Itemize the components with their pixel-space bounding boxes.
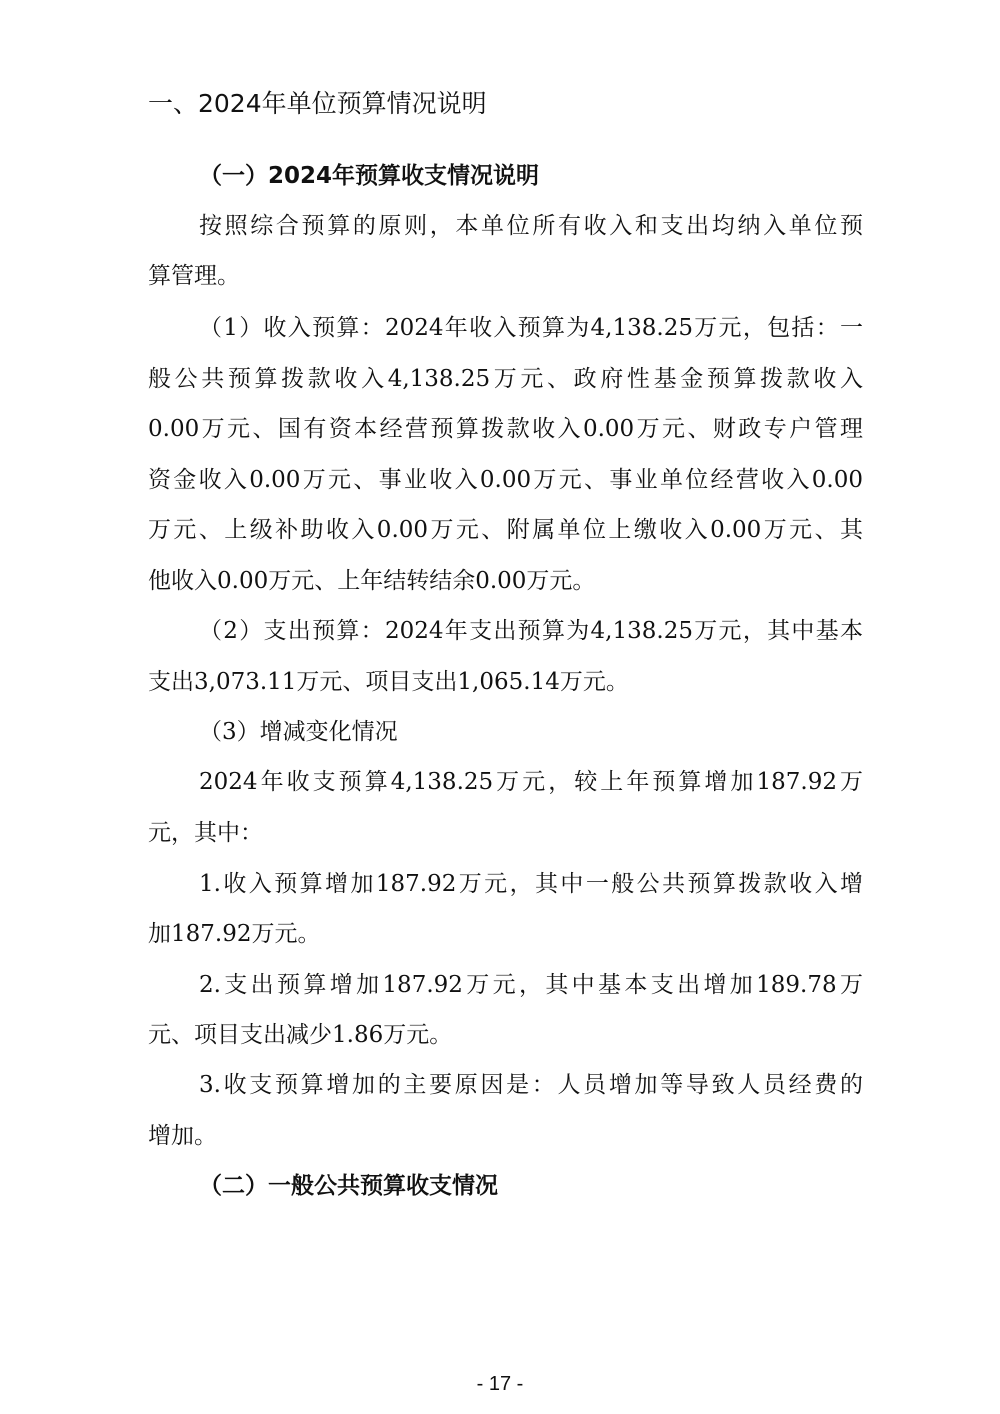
paragraph-line: （1）收入预算：2024年收入预算为4,138.25万元，包括：一 — [199, 315, 863, 341]
paragraph-line: 加187.92万元。 — [148, 921, 321, 947]
paragraph-line: 3.收支预算增加的主要原因是：人员增加等导致人员经费的 — [199, 1072, 863, 1098]
paragraph-line: 增加。 — [148, 1123, 217, 1149]
paragraph-line: 按照综合预算的原则，本单位所有收入和支出均纳入单位预 — [199, 213, 863, 239]
paragraph-line: 元、项目支出减少1.86万元。 — [148, 1022, 453, 1048]
paragraph-line: 1.收入预算增加187.92万元，其中一般公共预算拨款收入增 — [199, 871, 863, 897]
paragraph-line: 资金收入0.00万元、事业收入0.00万元、事业单位经营收入0.00 — [148, 467, 863, 493]
section-2-title: （二）一般公共预算收支情况 — [199, 1173, 498, 1199]
paragraph-line: 支出3,073.11万元、项目支出1,065.14万元。 — [148, 669, 629, 695]
paragraph-line: 2.支出预算增加187.92万元，其中基本支出增加189.78万 — [199, 972, 863, 998]
paragraph-line: 般公共预算拨款收入4,138.25万元、政府性基金预算拨款收入 — [148, 366, 863, 392]
paragraph-line: 0.00万元、国有资本经营预算拨款收入0.00万元、财政专户管理 — [148, 416, 863, 442]
section-1-title: （一）2024年预算收支情况说明 — [199, 163, 540, 189]
heading-level-1: 一、2024年单位预算情况说明 — [148, 89, 487, 118]
paragraph-line: 算管理。 — [148, 263, 240, 289]
paragraph-line: （2）支出预算：2024年支出预算为4,138.25万元，其中基本 — [199, 618, 863, 644]
paragraph-line: 他收入0.00万元、上年结转结余0.00万元。 — [148, 568, 596, 594]
paragraph-line: 元，其中： — [148, 820, 263, 846]
paragraph-line: （3）增减变化情况 — [199, 719, 398, 745]
page-number: - 17 - — [476, 1373, 524, 1395]
paragraph-line: 2024年收支预算4,138.25万元，较上年预算增加187.92万 — [199, 769, 863, 795]
paragraph-line: 万元、上级补助收入0.00万元、附属单位上缴收入0.00万元、其 — [148, 517, 863, 543]
